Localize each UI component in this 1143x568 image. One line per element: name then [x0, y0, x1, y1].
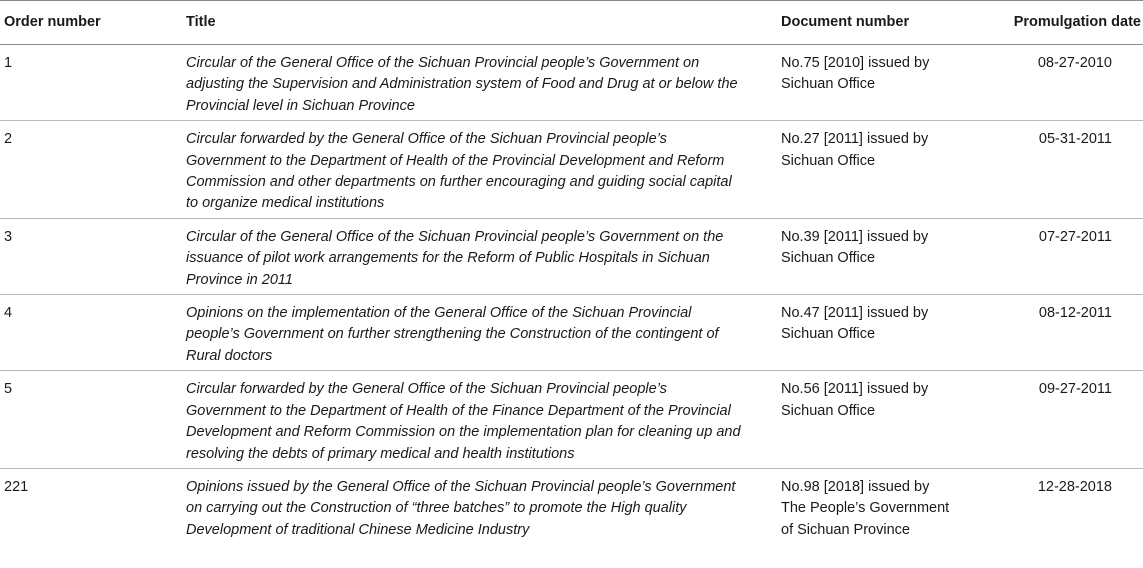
cell-document-number: No.98 [2018] issued by The People’s Government of Sichuan Province	[781, 478, 950, 538]
cell-order: 4	[4, 305, 13, 322]
cell-date: 08-12-2011	[1038, 305, 1112, 322]
cell-document-number: No.47 [2011] issued by Sichuan Office	[781, 305, 929, 343]
cell-date: 08-27-2010	[1037, 55, 1112, 71]
cell-order: 3	[4, 228, 13, 245]
cell-title: Circular forwarded by the General Office of the Sichuan Provincial people’s Government to the Department of Health of the Provincial Development and Reform Commission and other departments on further encouraging and guiding social capital to organize medical institutions	[186, 131, 732, 212]
cell-order: 5	[4, 381, 13, 398]
table-row	[0, 218, 1143, 294]
table-header	[0, 1, 1143, 45]
cell-order: 2	[4, 131, 13, 148]
cell-order: 221	[4, 478, 29, 495]
header-row	[0, 1, 1143, 45]
cell-date: 09-27-2011	[1038, 381, 1112, 398]
header-order-number: Order number	[4, 14, 101, 30]
cell-title: Circular of the General Office of the Sichuan Provincial people’s Government on the issuance of pilot work arrangements for the Reform of Public Hospitals in Sichuan Province in 2011	[186, 228, 724, 288]
table-row	[0, 45, 1143, 121]
cell-document-number: No.56 [2011] issued by Sichuan Office	[781, 381, 929, 419]
cell-order: 1	[4, 55, 13, 71]
table-row	[0, 468, 1143, 544]
cell-document-number: No.39 [2011] issued by Sichuan Office	[781, 228, 929, 267]
header-document-number: Document number	[781, 14, 910, 30]
cell-date: 05-31-2011	[1038, 131, 1112, 148]
cell-title: Circular forwarded by the General Office of the Sichuan Provincial people’s Government to the Department of Health of the Finance Department of the Provincial Development and Reform Commission on the implementation plan for cleaning up and resolving the debts of primary medical and health institutions	[186, 381, 741, 462]
header-promulgation-date: Promulgation date	[1013, 14, 1141, 30]
cell-date: 12-28-2018	[1037, 478, 1112, 495]
table-row	[0, 121, 1143, 219]
cell-title: Opinions on the implementation of the General Office of the Sichuan Provincial people’s Government on further strengthening the Construction of the contingent of Rural doctors	[186, 305, 719, 364]
table-row	[0, 371, 1143, 469]
cell-document-number: No.27 [2011] issued by Sichuan Office	[781, 131, 929, 169]
cell-document-number: No.75 [2010] issued by Sichuan Office	[781, 55, 930, 93]
cell-date: 07-27-2011	[1038, 228, 1112, 245]
table-row	[0, 295, 1143, 371]
table-body	[0, 45, 1143, 545]
cell-title: Opinions issued by the General Office of the Sichuan Provincial people’s Government on carrying out the Construction of “three batches” to promote the High quality Development of traditional Chinese Medicine Industry	[186, 478, 736, 538]
cell-title: Circular of the General Office of the Sichuan Provincial people’s Government on adjusting the Supervision and Administration system of Food and Drug at or below the Provincial level in Sichuan Province	[186, 55, 738, 114]
header-title: Title	[186, 14, 216, 30]
